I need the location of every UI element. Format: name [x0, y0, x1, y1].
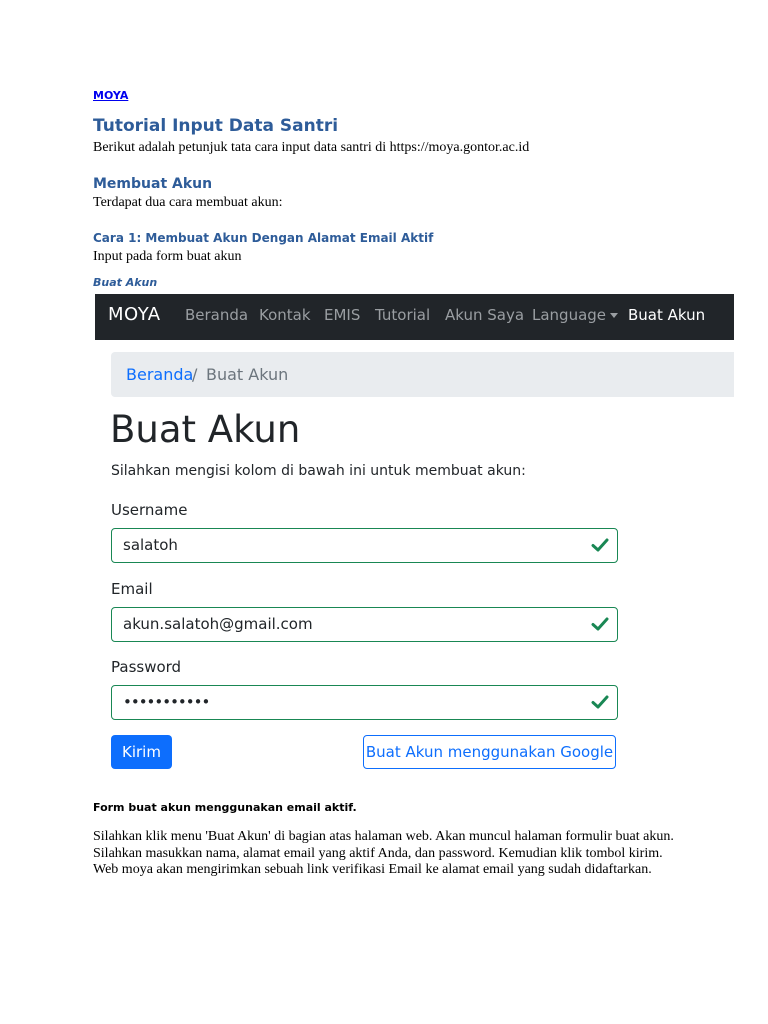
- submit-button[interactable]: Kirim: [111, 735, 172, 769]
- password-value: •••••••••••: [123, 693, 210, 711]
- password-input[interactable]: [111, 685, 618, 720]
- method-intro: Input pada form buat akun: [93, 249, 242, 264]
- moya-link[interactable]: MOYA: [93, 89, 129, 102]
- nav-item-beranda[interactable]: Beranda: [185, 306, 249, 324]
- valid-check-icon: [591, 693, 609, 711]
- page-content: [95, 340, 734, 797]
- google-signup-button[interactable]: Buat Akun menggunakan Google: [363, 735, 616, 769]
- navbar: [95, 294, 734, 340]
- valid-check-icon: [591, 536, 609, 554]
- email-label: Email: [111, 580, 153, 598]
- username-label: Username: [111, 501, 188, 519]
- page-title: Buat Akun: [110, 408, 301, 451]
- breadcrumb: [111, 352, 734, 397]
- breadcrumb-home[interactable]: Beranda: [126, 365, 194, 384]
- email-value: akun.salatoh@gmail.com: [123, 615, 313, 633]
- breadcrumb-separator: /: [192, 365, 198, 384]
- document-title: Tutorial Input Data Santri: [93, 116, 339, 136]
- figure-label: Buat Akun: [93, 276, 158, 289]
- document-intro: Berikut adalah petunjuk tata cara input data santri di https://moya.gontor.ac.id: [93, 140, 530, 155]
- breadcrumb-current: Buat Akun: [206, 365, 289, 384]
- caret-down-icon: [610, 313, 618, 318]
- navbar-brand[interactable]: MOYA: [108, 304, 161, 325]
- nav-item-kontak[interactable]: Kontak: [259, 306, 311, 324]
- username-value: salatoh: [123, 536, 178, 554]
- method-title: Cara 1: Membuat Akun Dengan Alamat Email Aktif: [93, 231, 434, 245]
- nav-item-buat-akun[interactable]: Buat Akun: [628, 306, 706, 324]
- valid-check-icon: [591, 615, 609, 633]
- nav-item-tutorial[interactable]: Tutorial: [375, 306, 431, 324]
- nav-item-language[interactable]: [532, 306, 618, 324]
- form-instruction: Silahkan mengisi kolom di bawah ini untuk membuat akun:: [111, 463, 526, 479]
- section-title: Membuat Akun: [93, 176, 213, 192]
- section-intro: Terdapat dua cara membuat akun:: [93, 195, 283, 210]
- figure-caption: Form buat akun menggunakan email aktif.: [93, 801, 357, 814]
- signup-screenshot: [95, 294, 734, 797]
- nav-item-akun-saya[interactable]: Akun Saya: [445, 306, 525, 324]
- username-input[interactable]: [111, 528, 618, 563]
- language-label: Language: [532, 306, 607, 324]
- nav-item-emis[interactable]: EMIS: [324, 306, 361, 324]
- password-label: Password: [111, 658, 182, 676]
- instructions-paragraph: Silahkan klik menu 'Buat Akun' di bagian atas halaman web. Akan muncul halaman formulir buat akun. Silahkan masukkan nama, alamat email yang aktif Anda, dan password. Kemudian klik tombol kirim. Web moya akan mengirimkan sebuah link verifikasi Email ke alamat email yang sudah didaftarkan.: [93, 829, 674, 877]
- email-input[interactable]: [111, 607, 618, 642]
